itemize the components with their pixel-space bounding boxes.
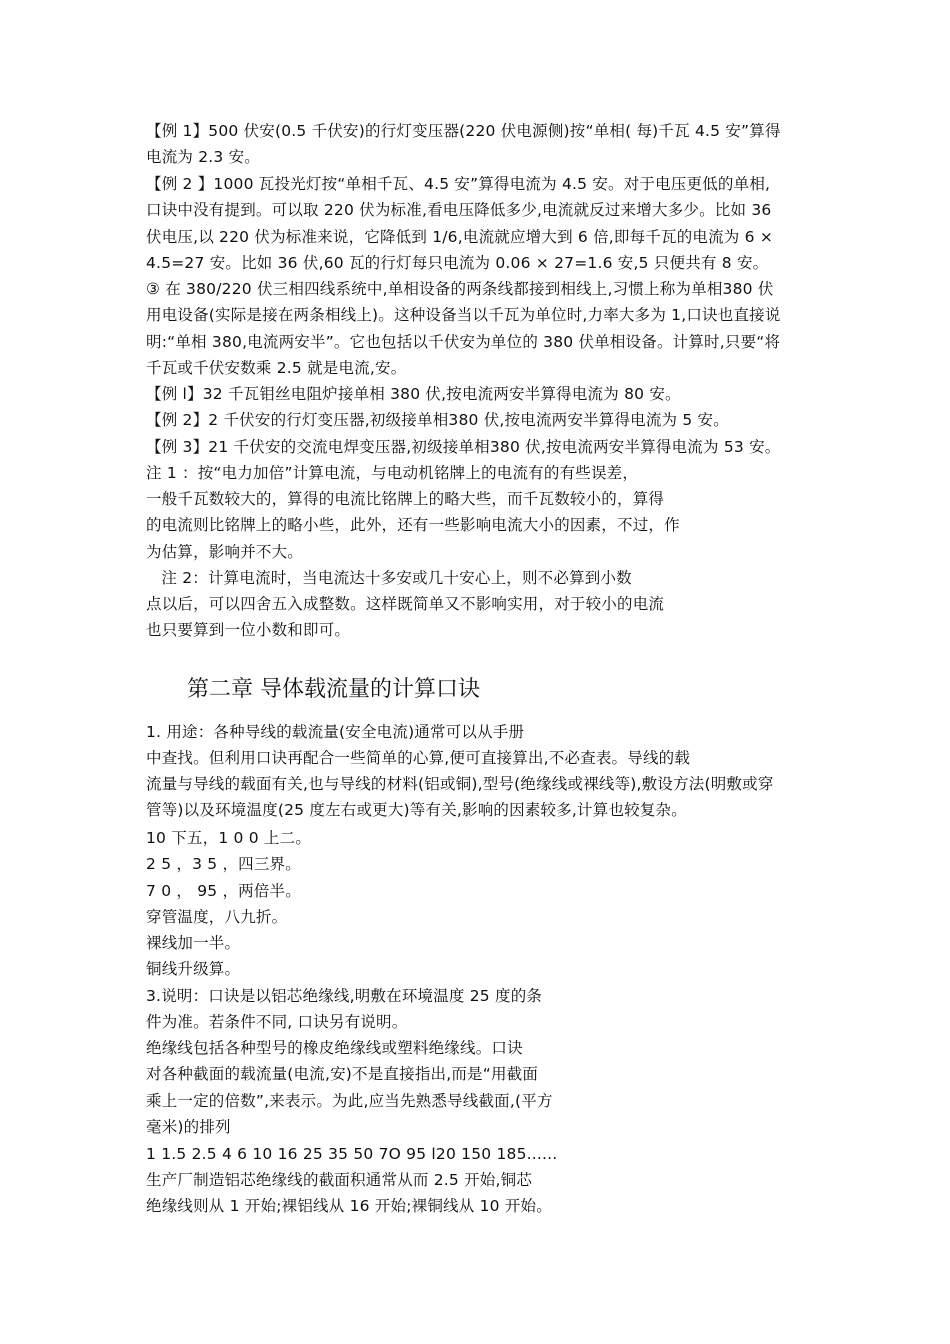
paragraph-line: 明:“单相 380,电流两安半”。它也包括以千伏安为单位的 380 伏单相设备。计算时,只要“将 xyxy=(146,333,781,351)
paragraph-line: 伏电压,以 220 伏为标准来说，它降低到 1/6,电流就应增大到 6 倍,即每千瓦的电流为 6 × xyxy=(146,228,774,246)
paragraph-line: 的电流则比铭牌上的略小些，此外，还有一些影响电流大小的因素，不过，作 xyxy=(146,516,680,534)
paragraph-line: 裸线加一半。 xyxy=(146,934,241,952)
paragraph-line: 电流为 2.3 安。 xyxy=(146,148,261,166)
paragraph-line: 注 2：计算电流时，当电流达十多安或几十安心上，则不必算到小数 xyxy=(146,569,632,587)
paragraph-line: 3.说明：口诀是以铝芯绝缘线,明敷在环境温度 25 度的条 xyxy=(146,987,543,1005)
paragraph-line: 1. 用途：各种导线的载流量(安全电流)通常可以从手册 xyxy=(146,723,525,741)
paragraph-line: 件为准。若条件不同, 口诀另有说明。 xyxy=(146,1013,408,1031)
paragraph-line: 对各种截面的载流量(电流,安)不是直接指出,而是“用截面 xyxy=(146,1065,539,1083)
paragraph-line: 绝缘线则从 1 开始;裸铝线从 16 开始;裸铜线从 10 开始。 xyxy=(146,1197,552,1215)
paragraph-line: ③ 在 380/220 伏三相四线系统中,单相设备的两条线都接到相线上,习惯上称为单相380 伏 xyxy=(146,280,774,298)
paragraph-line: 【例 2】2 千伏安的行灯变压器,初级接单相380 伏,按电流两安半算得电流为 5 安。 xyxy=(146,411,729,429)
paragraph-line: 【例 2 】1000 瓦投光灯按“单相千瓦、4.5 安”算得电流为 4.5 安。对于电压更低的单相, xyxy=(146,175,771,193)
paragraph-line: 口诀中没有提到。可以取 220 伏为标准,看电压降低多少,电流就反过来增大多少。比如 36 xyxy=(146,201,772,219)
paragraph-line: 管等)以及环境温度(25 度左右或更大)等有关,影响的因素较多,计算也较复杂。 xyxy=(146,801,687,819)
paragraph-line: 2 5 ，3 5 ，四三界。 xyxy=(146,855,301,873)
paragraph-line: 10 下五，1 0 0 上二。 xyxy=(146,829,312,847)
paragraph-line: 用电设备(实际是接在两条相线上)。这种设备当以千瓦为单位时,力率大多为 1,口诀也直接说 xyxy=(146,306,781,324)
paragraph-line: 乘上一定的倍数”,来表示。为此,应当先熟悉导线截面,(平方 xyxy=(146,1092,553,1110)
paragraph-line: 1 1.5 2.5 4 6 10 16 25 35 50 7O 95 l20 150 185...... xyxy=(146,1145,558,1163)
paragraph-line: 4.5=27 安。比如 36 伏,60 瓦的行灯每只电流为 0.06 × 27=1.6 安,5 只便共有 8 安。 xyxy=(146,254,769,272)
paragraph-line: 穿管温度，八九折。 xyxy=(146,908,288,926)
paragraph-line: 【例 3】21 千伏安的交流电焊变压器,初级接单相380 伏,按电流两安半算得电流为 53 安。 xyxy=(146,438,781,456)
paragraph-line: 点以后，可以四舍五入成整数。这样既简单又不影响实用，对于较小的电流 xyxy=(146,595,665,613)
paragraph-line: 【例 l】32 千瓦钼丝电阻炉接单相 380 伏,按电流两安半算得电流为 80 安。 xyxy=(146,385,681,403)
chapter-title: 第二章 导体载流量的计算口诀 xyxy=(187,677,480,702)
paragraph-line: 毫米)的排列 xyxy=(146,1118,231,1136)
paragraph-line: 千瓦或千伏安数乘 2.5 就是电流,安。 xyxy=(146,359,407,377)
paragraph-line: 中查找。但利用口诀再配合一些简单的心算,便可直接算出,不必查表。导线的载 xyxy=(146,749,691,767)
paragraph-line: 【例 1】500 伏安(0.5 千伏安)的行灯变压器(220 伏电源侧)按“单相( 每)千瓦 4.5 安”算得 xyxy=(146,122,781,140)
paragraph-line: 铜线升级算。 xyxy=(146,960,241,978)
paragraph-line: 生产厂制造铝芯绝缘线的截面积通常从而 2.5 开始,铜芯 xyxy=(146,1171,533,1189)
paragraph-line: 7 0 ， 95 ，两倍半。 xyxy=(146,882,301,900)
paragraph-line: 一般千瓦数较大的，算得的电流比铭牌上的略大些，而千瓦数较小的，算得 xyxy=(146,490,665,508)
paragraph-line: 绝缘线包括各种型号的橡皮绝缘线或塑料绝缘线。口诀 xyxy=(146,1039,523,1057)
paragraph-line: 也只要算到一位小数和即可。 xyxy=(146,621,351,639)
paragraph-line: 流量与导线的载面有关,也与导线的材料(铝或铜),型号(绝缘线或裸线等),敷设方法(明敷或穿 xyxy=(146,775,774,793)
paragraph-line: 为估算，影响并不大。 xyxy=(146,543,304,561)
paragraph-line: 注 1 ：按“电力加倍”计算电流，与电动机铭牌上的电流有的有些误差， xyxy=(146,464,639,482)
